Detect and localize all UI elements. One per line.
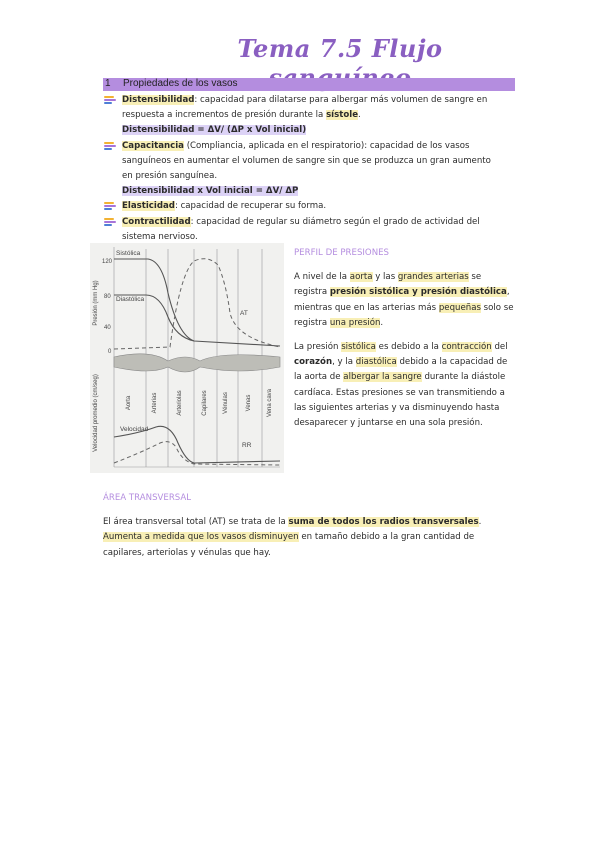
highlight-sistole: sístole [326, 110, 359, 121]
definition-text: (Compliancia, aplicada en el respiratorio): capacidad de los vasos sanguíneos en aumentar el volumen de sangre sin que se produzca un gran aumento en presión sanguínea. [122, 140, 491, 182]
highlight: aorta [349, 272, 373, 283]
text-run: , y la [332, 357, 356, 368]
text-run: y las [372, 272, 398, 283]
text-run: en tamaño debido a la gran cantidad de capilares, arteriolas y vénulas que hay. [103, 532, 475, 558]
highlight: Aumenta a medida que los vasos disminuyen [103, 532, 299, 543]
term-elasticidad: Elasticidad [122, 201, 175, 212]
formula-capacitancia [103, 184, 498, 199]
term-distensibilidad: Distensibilidad [122, 95, 195, 105]
text-run: . [478, 517, 482, 528]
text-run: La presión [294, 342, 342, 353]
perfil-paragraph-2 [294, 340, 516, 431]
label-diastolica: Diastólica [116, 296, 145, 303]
vessel-label: Venas [246, 394, 252, 412]
label-at: AT [240, 310, 248, 317]
list-item [103, 215, 498, 245]
formula-distensibilidad [103, 123, 498, 138]
highlight-bold: suma de todos los radios transversales [288, 517, 479, 528]
vessel-label: Arteriolas [177, 390, 183, 416]
formula-text: Distensibilidad = ΔV/ (ΔP x Vol inicial) [122, 125, 307, 136]
pressure-velocity-graph [90, 243, 284, 473]
term-capacitancia: Capacitancia [122, 140, 184, 151]
definition-text: : capacidad de regular su diámetro según el grado de actividad del sistema nervioso. [122, 216, 480, 242]
section-title: Propiedades de los vasos [123, 78, 238, 89]
highlight: contracción [441, 342, 492, 353]
bullet-stripes-icon [104, 142, 116, 150]
y-label-pressure: Presión (mm Hg) [93, 280, 99, 326]
list-item [103, 139, 498, 185]
graph-svg [90, 243, 284, 473]
area-heading: ÁREA TRANSVERSAL [103, 493, 192, 503]
perfil-heading: PERFIL DE PRESIONES [294, 248, 390, 258]
area-transversal-section [103, 491, 503, 570]
term-contractilidad: Contractilidad [122, 216, 191, 227]
bullet-stripes-icon [104, 202, 116, 210]
tick-label: 40 [104, 325, 111, 331]
y-label-velocity: Velocidad promedio (cm/seg) [93, 374, 99, 452]
vessel-label: Capilares [202, 390, 208, 416]
list-item [103, 93, 498, 123]
label-rr: RR [242, 442, 252, 449]
tick-label: 0 [108, 349, 112, 355]
bold-text: corazón [294, 357, 333, 368]
vessel-label: Vena cava [267, 388, 273, 418]
text-run: del [491, 342, 508, 353]
text-run: es debido a la [375, 342, 442, 353]
label-sistolica: Sistólica [116, 250, 141, 257]
highlight-bold: presión sistólica y presión diastólica [329, 287, 507, 298]
text-run: solo se registra [294, 302, 514, 328]
definition-text: . [358, 110, 361, 121]
properties-list [103, 93, 498, 245]
formula-text: Distensibilidad x Vol inicial = ΔV/ ΔP [122, 186, 299, 197]
perfil-paragraph-1 [294, 270, 516, 331]
text-run: debido a la capacidad de la aorta de [294, 357, 508, 383]
highlight: grandes arterias [397, 272, 469, 283]
definition-text: : capacidad de recuperar su forma. [174, 201, 327, 212]
highlight: diastólica [355, 357, 397, 368]
highlight: sistólica [341, 342, 376, 353]
vessel-label: Arterias [152, 392, 158, 414]
highlight: una presión [329, 317, 381, 328]
text-run: A nivel de la [294, 272, 350, 283]
label-velocidad: Velocidad [120, 426, 149, 433]
text-run: se registra [294, 272, 482, 298]
text-run: durante la diástole cardíaca. Estas presiones se van transmitiendo a las siguientes arterias y va disminuyendo hasta desaparecer y juntarse en una sola presión. [294, 372, 506, 429]
section-heading [103, 78, 515, 91]
highlight: albergar la sangre [343, 372, 422, 383]
tick-label: 80 [104, 294, 111, 300]
area-paragraph [103, 515, 503, 561]
vessel-label: Vénulas [223, 392, 229, 414]
tick-label: 120 [102, 259, 113, 265]
highlight: pequeñas [438, 302, 481, 313]
text-run: El área transversal total (AT) se trata de la [103, 517, 289, 528]
vessel-label: Aorta [126, 395, 132, 411]
list-item [103, 199, 498, 214]
text-run: , mientras que en las arterias más [294, 287, 510, 313]
text-run: . [380, 317, 384, 328]
bullet-stripes-icon [104, 218, 116, 226]
perfil-presiones-section [294, 246, 516, 440]
document-title: Tema 7.5 Flujo [237, 34, 443, 63]
bullet-stripes-icon [104, 96, 116, 104]
definition-text: : capacidad para dilatarse para albergar más volumen de sangre en respuesta a incrementos de presión durante la [122, 95, 488, 121]
section-number: 1 [105, 78, 111, 89]
